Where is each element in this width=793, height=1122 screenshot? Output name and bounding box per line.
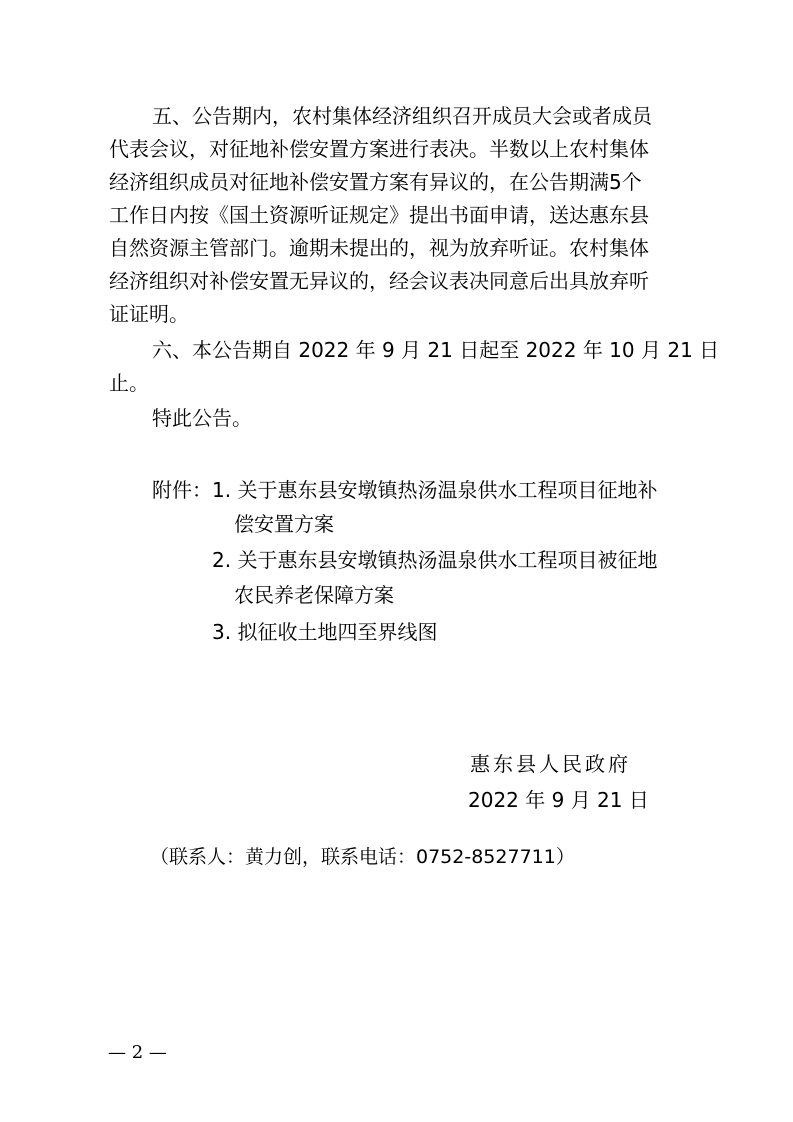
attachment-3-line-1: 3. 拟征收土地四至界线图 <box>212 620 438 644</box>
section-5-line-7: 证证明。 <box>109 302 189 326</box>
contact-info: （联系人：黄力创，联系电话：0752-8527711） <box>150 846 575 868</box>
closing-text: 特此公告。 <box>152 406 252 430</box>
section-5-line-5: 自然资源主管部门。逾期未提出的，视为放弃听证。农村集体 <box>109 236 649 260</box>
attachment-2-line-1: 2. 关于惠东县安墩镇热汤温泉供水工程项目被征地 <box>212 548 658 572</box>
section-5-line-4: 工作日内按《国土资源听证规定》提出书面申请，送达惠东县 <box>109 203 649 227</box>
attachment-1-line-1: 1. 关于惠东县安墩镇热汤温泉供水工程项目征地补 <box>212 478 658 502</box>
page-number: — 2 — <box>108 1042 167 1063</box>
attachment-1-line-2: 偿安置方案 <box>234 512 334 536</box>
section-6-line-2: 止。 <box>109 371 149 395</box>
section-6-line-1: 六、本公告期自 2022 年 9 月 21 日起至 2022 年 10 月 21 日 <box>152 338 720 362</box>
attachments-label: 附件： <box>152 478 212 502</box>
section-5-line-2: 代表会议，对征地补偿安置方案进行表决。半数以上农村集体 <box>109 137 649 161</box>
attachment-2-line-2: 农民养老保障方案 <box>234 583 394 607</box>
section-5-line-1: 五、公告期内，农村集体经济组织召开成员大会或者成员 <box>152 104 652 128</box>
section-5-line-6: 经济组织对补偿安置无异议的，经会议表决同意后出具放弃听 <box>109 269 649 293</box>
issue-date: 2022 年 9 月 21 日 <box>468 788 649 812</box>
issuer-name: 惠东县人民政府 <box>470 752 631 776</box>
section-5-line-3: 经济组织成员对征地补偿安置方案有异议的，在公告期满5个 <box>109 170 642 194</box>
